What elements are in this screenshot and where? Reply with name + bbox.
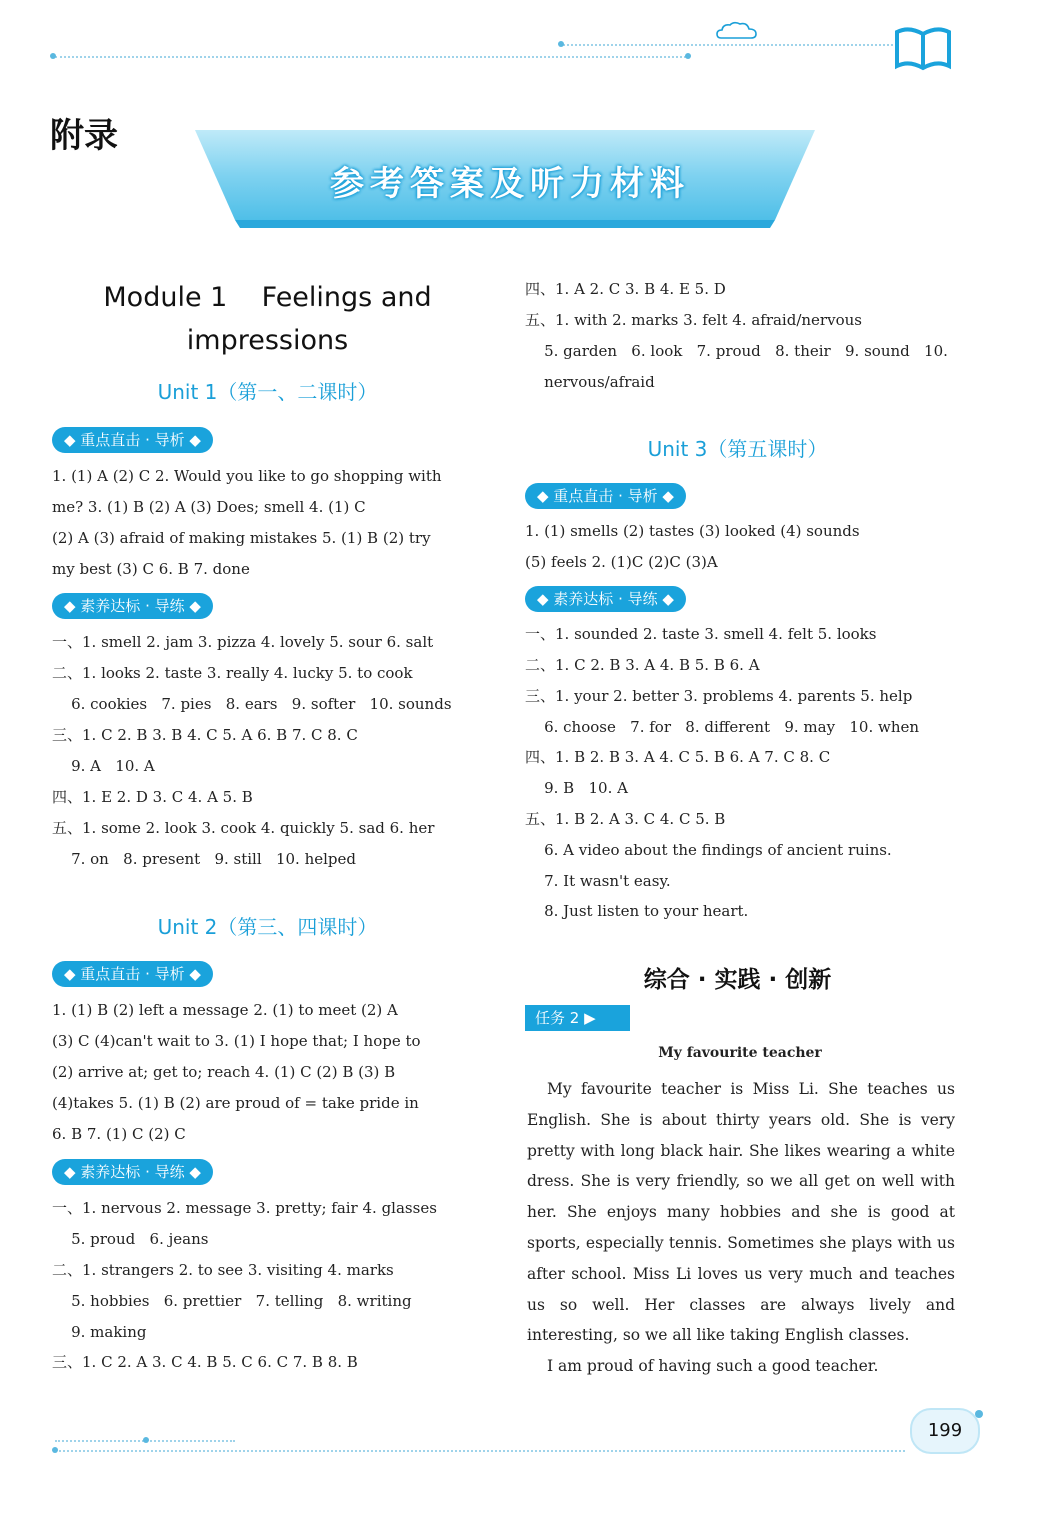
unit3-b-line3: 三、1. your 2. better 3. problems 4. parents 5. help	[525, 687, 913, 705]
page-number-dot	[975, 1410, 983, 1418]
right-top-line4: nervous/afraid	[525, 373, 655, 391]
unit3-b-line9: 7. It wasn't easy.	[525, 872, 671, 890]
unit1-b-line7: 五、1. some 2. look 3. cook 4. quickly 5. sad 6. her	[52, 819, 435, 837]
unit1-a-line1: 1. (1) A (2) C 2. Would you like to go shopping with	[52, 467, 442, 485]
unit2-a-line1: 1. (1) B (2) left a message 2. (1) to meet (2) A	[52, 1001, 398, 1019]
unit2-a-line5: 6. B 7. (1) C (2) C	[52, 1125, 186, 1143]
unit3-b-line4: 6. choose 7. for 8. different 9. may 10. when	[525, 718, 920, 736]
appendix-label: 附录	[50, 116, 118, 156]
header-dotted-line-2	[560, 44, 900, 46]
essay-paragraph-1: My favourite teacher is Miss Li. She teaches us English. She is about thirty years old. She is very pretty with long black hair. She likes wearing a white dress. She is very friendly, so we all get on well with her. She enjoys many hobbies and she is good at sports, especially tennis. Sometimes she plays with us after school. Miss Li loves us very much and teaches us so well. Her classes are always lively and interesting, so we all like taking English classes.	[527, 1080, 955, 1345]
unit2-b-line1: 一、1. nervous 2. message 3. pretty; fair 4. glasses	[52, 1199, 437, 1217]
unit3-b-line8: 6. A video about the findings of ancient ruins.	[525, 841, 892, 859]
unit2-tag-key-points: ◆ 重点直击 · 导析 ◆	[52, 961, 213, 987]
unit1-a-line4: my best (3) C 6. B 7. done	[52, 560, 250, 578]
module-title-line2: impressions	[186, 325, 349, 356]
unit1-b-line1: 一、1. smell 2. jam 3. pizza 4. lovely 5. sour 6. salt	[52, 633, 434, 651]
footer-dotted-line	[55, 1450, 905, 1452]
unit3-title: Unit 3（第五课时）	[647, 437, 828, 461]
banner-title: 参考答案及听力材料	[330, 164, 690, 204]
unit3-b-line5: 四、1. B 2. B 3. A 4. C 5. B 6. A 7. C 8. C	[525, 748, 831, 766]
unit3-b-line6: 9. B 10. A	[525, 779, 628, 797]
unit1-b-line2: 二、1. looks 2. taste 3. really 4. lucky 5. to cook	[52, 664, 413, 682]
footer-dot-left	[52, 1447, 58, 1453]
unit3-b-line10: 8. Just listen to your heart.	[525, 902, 749, 920]
header-dotted-line	[55, 56, 690, 58]
unit3-a-line1: 1. (1) smells (2) tastes (3) looked (4) sounds	[525, 522, 860, 540]
unit3-a-line2: (5) feels 2. (1)C (2)C (3)A	[525, 553, 718, 571]
cloud-icon	[715, 20, 759, 42]
unit2-a-line3: (2) arrive at; get to; reach 4. (1) C (2) B (3) B	[52, 1063, 396, 1081]
unit3-b-line7: 五、1. B 2. A 3. C 4. C 5. B	[525, 810, 726, 828]
unit3-tag-key-points: ◆ 重点直击 · 导析 ◆	[525, 483, 686, 509]
task-2-label: 任务 2 ▶	[525, 1005, 630, 1031]
unit2-b-line4: 5. hobbies 6. prettier 7. telling 8. writing	[52, 1292, 412, 1310]
module-title-line1: Module 1 Feelings and	[103, 282, 432, 313]
unit3-b-line2: 二、1. C 2. B 3. A 4. B 5. B 6. A	[525, 656, 760, 674]
unit2-title: Unit 2（第三、四课时）	[157, 915, 378, 939]
unit2-b-line2: 5. proud 6. jeans	[52, 1230, 209, 1248]
unit1-a-line3: (2) A (3) afraid of making mistakes 5. (1) B (2) try	[52, 529, 431, 547]
unit1-b-line5: 9. A 10. A	[52, 757, 155, 775]
unit3-tag-practice: ◆ 素养达标 · 导练 ◆	[525, 586, 686, 612]
header-dot-left	[50, 53, 56, 59]
footer-dot-mid	[143, 1437, 149, 1443]
header-dot-right	[685, 53, 691, 59]
right-top-line3: 5. garden 6. look 7. proud 8. their 9. sound 10.	[525, 342, 948, 360]
unit2-a-line2: (3) C (4)can't wait to 3. (1) I hope that; I hope to	[52, 1032, 421, 1050]
practice-section-title: 综合 · 实践 · 创新	[643, 967, 832, 993]
unit2-a-line4: (4)takes 5. (1) B (2) are proud of = take pride in	[52, 1094, 419, 1112]
unit1-tag-practice: ◆ 素养达标 · 导练 ◆	[52, 593, 213, 619]
right-top-line2: 五、1. with 2. marks 3. felt 4. afraid/nervous	[525, 311, 862, 329]
unit1-b-line8: 7. on 8. present 9. still 10. helped	[52, 850, 356, 868]
header-dot-mid	[558, 41, 564, 47]
essay-body	[527, 1074, 955, 1382]
unit1-tag-key-points: ◆ 重点直击 · 导析 ◆	[52, 427, 213, 453]
unit3-b-line1: 一、1. sounded 2. taste 3. smell 4. felt 5. looks	[525, 625, 877, 643]
unit1-b-line3: 6. cookies 7. pies 8. ears 9. softer 10. sounds	[52, 695, 452, 713]
unit1-b-line6: 四、1. E 2. D 3. C 4. A 5. B	[52, 788, 253, 806]
essay-title: My favourite teacher	[658, 1045, 822, 1061]
right-top-line1: 四、1. A 2. C 3. B 4. E 5. D	[525, 280, 726, 298]
unit2-b-line5: 9. making	[52, 1323, 147, 1341]
unit1-title: Unit 1（第一、二课时）	[157, 380, 378, 404]
unit1-a-line2: me? 3. (1) B (2) A (3) Does; smell 4. (1) C	[52, 498, 366, 516]
page-number: 199	[910, 1408, 980, 1454]
open-book-icon	[893, 24, 953, 72]
unit2-tag-practice: ◆ 素养达标 · 导练 ◆	[52, 1159, 213, 1185]
unit2-b-line6: 三、1. C 2. A 3. C 4. B 5. C 6. C 7. B 8. B	[52, 1353, 358, 1371]
module-title	[40, 276, 495, 362]
essay-paragraph-2: I am proud of having such a good teacher.	[547, 1357, 879, 1376]
unit2-b-line3: 二、1. strangers 2. to see 3. visiting 4. marks	[52, 1261, 394, 1279]
unit1-b-line4: 三、1. C 2. B 3. B 4. C 5. A 6. B 7. C 8. C	[52, 726, 358, 744]
